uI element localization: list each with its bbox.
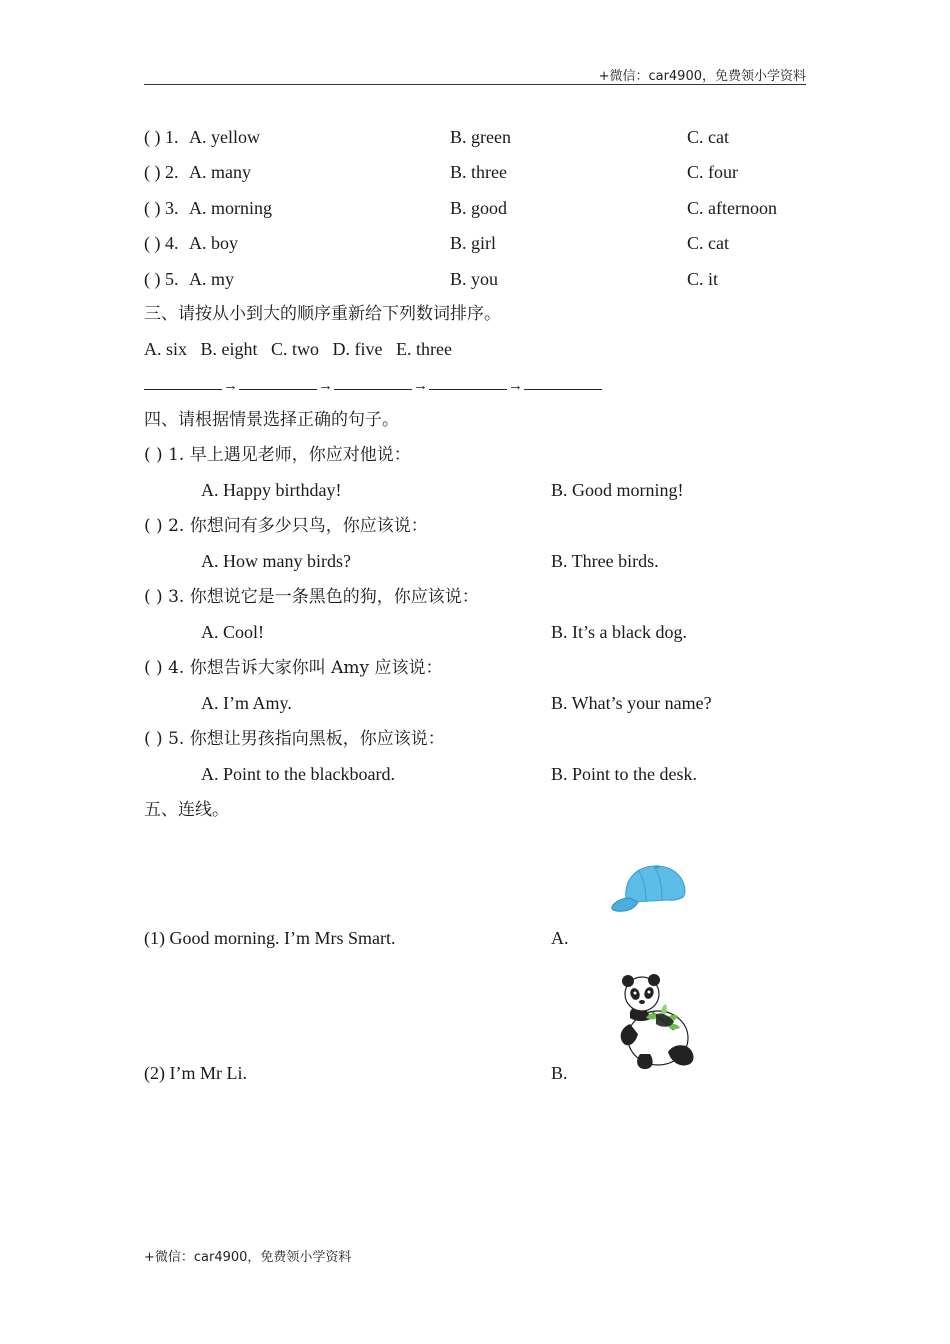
arrow-icon: → [413,378,428,394]
option-c: C. cat [687,127,729,147]
sentence-2: (2) I’m Mr Li. [144,1063,247,1083]
question-text: ( ) 3. 你想说它是一条黑色的狗，你应该说： [144,587,479,607]
option-a: A. Point to the blackboard. [201,764,395,784]
section-5-title: 五、连线。 [144,800,229,820]
question-text: ( ) 4. 你想告诉大家你叫 Amy 应该说： [144,658,443,678]
option-a: A. Cool! [201,622,264,642]
panda-icon [612,972,698,1072]
item-number: ( ) 3. [144,198,179,218]
section-3-title: 三、请按从小到大的顺序重新给下列数词排序。 [144,304,501,324]
arrow-icon: → [318,378,333,394]
option-c: C. afternoon [687,198,777,218]
option-b: B. Three birds. [551,551,659,571]
item-number: ( ) 4. [144,233,179,253]
number-words: A. six B. eight C. two D. five E. three [144,339,452,359]
answer-blank[interactable] [524,373,602,390]
question-text: ( ) 1. 早上遇见老师，你应对他说： [144,445,411,465]
option-a: A. many [189,162,251,182]
option-b: B. What’s your name? [551,693,712,713]
header-text: +微信：car4900，免费领小学资料 [598,69,806,84]
answer-blank[interactable] [144,373,222,390]
sentence-1: (1) Good morning. I’m Mrs Smart. [144,928,396,948]
option-b: B. you [450,269,499,289]
option-b: B. good [450,198,508,218]
order-answer-row [144,372,602,398]
answer-blank[interactable] [429,373,507,390]
question-text: ( ) 2. 你想问有多少只鸟，你应该说： [144,516,428,536]
option-b: B. It’s a black dog. [551,622,687,642]
arrow-icon: → [223,378,238,394]
item-number: ( ) 2. [144,162,179,182]
option-a: A. I’m Amy. [201,693,292,713]
option-a: A. my [189,269,234,289]
option-a: A. yellow [189,127,260,147]
page-header [144,62,806,85]
option-b: B. green [450,127,511,147]
answer-blank[interactable] [239,373,317,390]
cap-icon [608,860,690,916]
option-b: B. three [450,162,507,182]
option-a: A. morning [189,198,272,218]
option-b: B. Point to the desk. [551,764,698,784]
option-a: A. Happy birthday! [201,480,342,500]
picture-label-a: A. [551,928,569,948]
option-c: C. cat [687,233,729,253]
arrow-icon: → [508,378,523,394]
page-footer: +微信：car4900，免费领小学资料 [144,1250,352,1265]
item-number: ( ) 5. [144,269,179,289]
item-number: ( ) 1. [144,127,179,147]
option-a: A. boy [189,233,238,253]
answer-blank[interactable] [334,373,412,390]
option-c: C. it [687,269,719,289]
option-a: A. How many birds? [201,551,351,571]
option-c: C. four [687,162,738,182]
picture-label-b: B. [551,1063,568,1083]
question-text: ( ) 5. 你想让男孩指向黑板，你应该说： [144,729,445,749]
section-4-title: 四、请根据情景选择正确的句子。 [144,410,399,430]
option-b: B. Good morning! [551,480,684,500]
option-b: B. girl [450,233,497,253]
